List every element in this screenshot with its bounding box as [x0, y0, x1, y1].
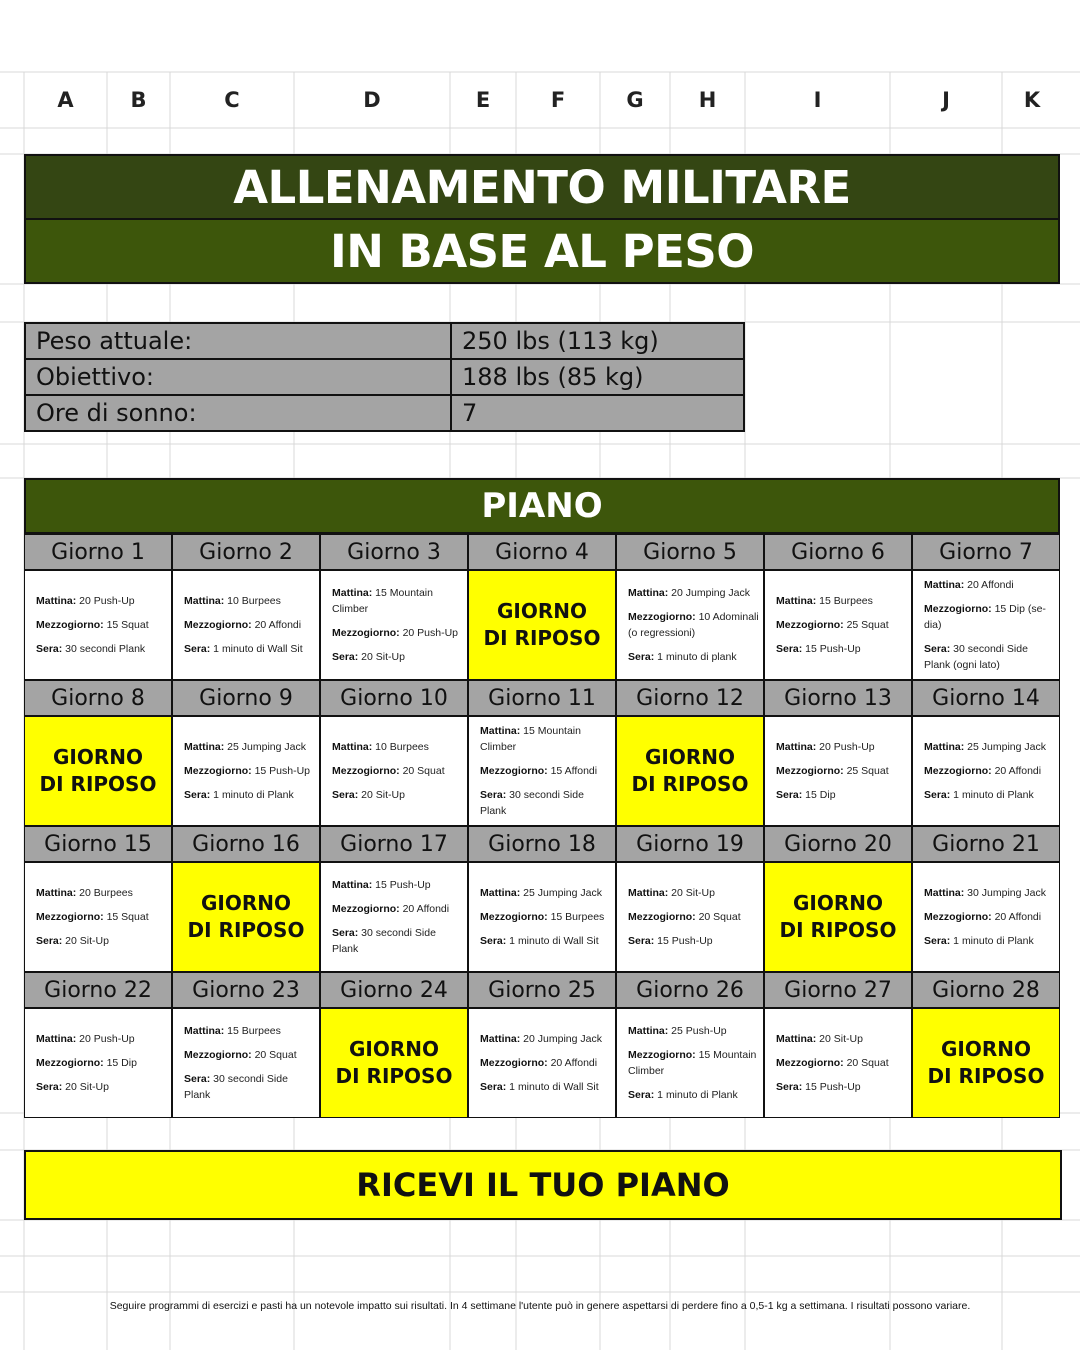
- time-of-day-label: Mattina:: [184, 1025, 225, 1037]
- exercise-line: [924, 641, 1056, 673]
- exercise-text: 20 Sit-Up: [816, 1033, 863, 1045]
- week-header-row: [24, 534, 1062, 570]
- exercise-line: [480, 763, 612, 779]
- time-of-day-label: Sera:: [924, 643, 951, 655]
- time-of-day-label: Sera:: [924, 935, 951, 947]
- info-row-sleep: [25, 395, 744, 431]
- exercise-text: 15 Squat: [103, 619, 149, 631]
- time-of-day-label: Mezzogiorno:: [924, 603, 992, 615]
- rest-day-cell[interactable]: [912, 1008, 1060, 1118]
- time-of-day-label: Mezzogiorno:: [628, 611, 696, 623]
- exercise-text: 15 Affondi: [547, 765, 598, 777]
- time-of-day-label: Mattina:: [36, 1033, 77, 1045]
- day-header[interactable]: Giorno 14: [912, 680, 1060, 716]
- day-header[interactable]: Giorno 5: [616, 534, 764, 570]
- exercise-text: 20 Push-Up: [399, 627, 459, 639]
- rest-day-label: GIORNO DI RIPOSO: [335, 1037, 453, 1088]
- rest-day-label: GIORNO DI RIPOSO: [187, 891, 305, 942]
- exercise-text: 30 Jumping Jack: [964, 887, 1046, 899]
- exercise-text: 20 Affondi: [964, 579, 1014, 591]
- exercise-line: [480, 933, 612, 949]
- day-header[interactable]: Giorno 4: [468, 534, 616, 570]
- day-header[interactable]: Giorno 6: [764, 534, 912, 570]
- exercise-text: 1 minuto di Plank: [654, 1089, 738, 1101]
- day-cell[interactable]: [764, 1008, 912, 1118]
- day-cell[interactable]: [616, 570, 764, 680]
- column-header-k[interactable]: K: [1023, 88, 1041, 112]
- exercise-line: [776, 1055, 908, 1071]
- time-of-day-label: Mattina:: [628, 587, 669, 599]
- time-of-day-label: Mattina:: [36, 595, 77, 607]
- day-cell[interactable]: [320, 570, 468, 680]
- exercise-text: 20 Push-Up: [76, 1033, 135, 1045]
- exercise-text: 20 Squat: [695, 911, 741, 923]
- day-cell[interactable]: [172, 716, 320, 826]
- time-of-day-label: Sera:: [332, 789, 359, 801]
- time-of-day-label: Mattina:: [776, 1033, 817, 1045]
- day-header[interactable]: Giorno 21: [912, 826, 1060, 862]
- time-of-day-label: Sera:: [332, 651, 359, 663]
- time-of-day-label: Sera:: [628, 935, 655, 947]
- exercise-text: 20 Sit-Up: [62, 1081, 109, 1093]
- time-of-day-label: Mattina:: [332, 741, 373, 753]
- exercise-line: [776, 787, 908, 803]
- exercise-line: [184, 1023, 316, 1039]
- day-cell[interactable]: [24, 570, 172, 680]
- time-of-day-label: Sera:: [332, 927, 359, 939]
- exercise-line: [332, 739, 464, 755]
- time-of-day-label: Sera:: [924, 789, 951, 801]
- exercise-text: 15 Burpees: [224, 1025, 281, 1037]
- time-of-day-label: Mezzogiorno:: [184, 1049, 252, 1061]
- info-table: [24, 322, 745, 432]
- day-cell[interactable]: [468, 862, 616, 972]
- time-of-day-label: Mezzogiorno:: [480, 765, 548, 777]
- exercise-line: [184, 617, 316, 633]
- time-of-day-label: Mezzogiorno:: [184, 619, 252, 631]
- time-of-day-label: Sera:: [776, 789, 803, 801]
- exercise-line: [628, 585, 760, 601]
- exercise-line: [36, 1055, 168, 1071]
- time-of-day-label: Sera:: [776, 643, 803, 655]
- exercise-line: [184, 787, 316, 803]
- exercise-line: [332, 625, 464, 641]
- day-header[interactable]: Giorno 18: [468, 826, 616, 862]
- day-header[interactable]: Giorno 16: [172, 826, 320, 862]
- time-of-day-label: Mezzogiorno:: [776, 619, 844, 631]
- exercise-line: [776, 763, 908, 779]
- exercise-text: 20 Push-Up: [816, 741, 875, 753]
- time-of-day-label: Mattina:: [924, 887, 965, 899]
- time-of-day-label: Mezzogiorno:: [332, 627, 400, 639]
- time-of-day-label: Mattina:: [628, 887, 669, 899]
- rest-day-label: GIORNO DI RIPOSO: [631, 745, 749, 796]
- exercise-text: 15 Push-Up: [251, 765, 311, 777]
- exercise-text: 1 minuto di Plank: [950, 935, 1034, 947]
- exercise-line: [332, 763, 464, 779]
- plan-header: PIANO: [24, 478, 1060, 534]
- exercise-line: [480, 909, 612, 925]
- time-of-day-label: Mattina:: [332, 879, 373, 891]
- time-of-day-label: Mattina:: [776, 595, 817, 607]
- rest-day-label: GIORNO DI RIPOSO: [39, 745, 157, 796]
- exercise-text: 15 Mountain Climber: [332, 587, 433, 615]
- time-of-day-label: Mattina:: [480, 725, 521, 737]
- exercise-text: 1 minuto di Plank: [950, 789, 1034, 801]
- exercise-line: [480, 1031, 612, 1047]
- exercise-text: 15 Mountain Climber: [628, 1049, 757, 1077]
- day-cell[interactable]: [172, 1008, 320, 1118]
- exercise-text: 20 Sit-Up: [358, 651, 405, 663]
- time-of-day-label: Sera:: [480, 789, 507, 801]
- info-value[interactable]: 7: [451, 395, 744, 431]
- exercise-text: 25 Squat: [843, 619, 889, 631]
- time-of-day-label: Mattina:: [776, 741, 817, 753]
- time-of-day-label: Mattina:: [924, 579, 965, 591]
- exercise-text: 10 Adominali (o regressioni): [628, 611, 759, 639]
- exercise-text: 15 Squat: [103, 911, 149, 923]
- day-cell[interactable]: [912, 716, 1060, 826]
- column-header-g[interactable]: G: [626, 88, 644, 112]
- exercise-line: [628, 909, 760, 925]
- time-of-day-label: Mattina:: [36, 887, 77, 899]
- day-header[interactable]: Giorno 11: [468, 680, 616, 716]
- time-of-day-label: Mezzogiorno:: [36, 1057, 104, 1069]
- exercise-text: 15 Mountain Climber: [480, 725, 581, 753]
- exercise-text: 25 Squat: [843, 765, 889, 777]
- day-header[interactable]: Giorno 12: [616, 680, 764, 716]
- exercise-text: 1 minuto di Wall Sit: [210, 643, 303, 655]
- disclaimer-text: Seguire programmi di esercizi e pasti ha un notevole impatto sui risultati. In 4 settimane l'utente può in genere aspettarsi di perdere fino a 0,5-1 kg a settimana. I risultati possono variare.: [109, 1300, 971, 1312]
- exercise-line: [332, 787, 464, 803]
- time-of-day-label: Sera:: [36, 643, 63, 655]
- exercise-text: 20 Affondi: [399, 903, 450, 915]
- rest-day-label: GIORNO DI RIPOSO: [483, 599, 601, 650]
- info-row-weight: [25, 323, 744, 359]
- time-of-day-label: Sera:: [480, 935, 507, 947]
- exercise-text: 20 Jumping Jack: [520, 1033, 602, 1045]
- time-of-day-label: Sera:: [184, 789, 211, 801]
- day-header[interactable]: Giorno 15: [24, 826, 172, 862]
- exercise-text: 20 Affondi: [991, 765, 1042, 777]
- day-header[interactable]: Giorno 1: [24, 534, 172, 570]
- column-header-c[interactable]: C: [224, 88, 240, 112]
- exercise-line: [480, 885, 612, 901]
- time-of-day-label: Mattina:: [184, 741, 225, 753]
- exercise-line: [36, 641, 168, 657]
- day-header[interactable]: Giorno 20: [764, 826, 912, 862]
- week-content-row: [24, 716, 1062, 826]
- exercise-line: [332, 901, 464, 917]
- day-cell[interactable]: [320, 862, 468, 972]
- exercise-text: 15 Burpees: [547, 911, 605, 923]
- exercise-line: [924, 885, 1056, 901]
- exercise-line: [924, 933, 1056, 949]
- exercise-line: [36, 1079, 168, 1095]
- exercise-line: [628, 885, 760, 901]
- time-of-day-label: Sera:: [184, 1073, 211, 1085]
- exercise-line: [628, 649, 760, 665]
- rest-day-cell[interactable]: [616, 716, 764, 826]
- exercise-line: [36, 617, 168, 633]
- rest-day-cell[interactable]: [24, 716, 172, 826]
- exercise-line: [36, 593, 168, 609]
- time-of-day-label: Mezzogiorno:: [776, 1057, 844, 1069]
- exercise-text: 1 minuto di Wall Sit: [506, 935, 599, 947]
- exercise-line: [184, 763, 316, 779]
- exercise-text: 25 Jumping Jack: [224, 741, 306, 753]
- column-header-b[interactable]: B: [130, 88, 147, 112]
- day-header[interactable]: Giorno 2: [172, 534, 320, 570]
- week-content-row: [24, 570, 1062, 680]
- exercise-line: [184, 739, 316, 755]
- exercise-line: [332, 585, 464, 617]
- week-header-row: [24, 826, 1062, 862]
- exercise-line: [776, 641, 908, 657]
- exercise-line: [36, 885, 168, 901]
- day-cell[interactable]: [468, 716, 616, 826]
- rest-day-cell[interactable]: [320, 1008, 468, 1118]
- info-label[interactable]: Peso attuale:: [25, 323, 451, 359]
- day-cell[interactable]: [912, 570, 1060, 680]
- day-header[interactable]: Giorno 22: [24, 972, 172, 1008]
- day-header[interactable]: Giorno 26: [616, 972, 764, 1008]
- day-header[interactable]: Giorno 3: [320, 534, 468, 570]
- exercise-line: [776, 739, 908, 755]
- day-header[interactable]: Giorno 13: [764, 680, 912, 716]
- page-title-line2: IN BASE AL PESO: [24, 218, 1060, 284]
- exercise-text: 1 minuto di Plank: [210, 789, 294, 801]
- exercise-text: 20 Squat: [399, 765, 445, 777]
- exercise-text: 15 Dip (se-dia): [924, 603, 1046, 631]
- exercise-text: 20 Sit-Up: [62, 935, 109, 947]
- exercise-text: 30 secondi Side Plank (ogni lato): [924, 643, 1028, 671]
- day-cell[interactable]: [616, 862, 764, 972]
- time-of-day-label: Mattina:: [332, 587, 373, 599]
- exercise-line: [480, 787, 612, 819]
- day-header[interactable]: Giorno 19: [616, 826, 764, 862]
- exercise-text: 15 Burpees: [816, 595, 873, 607]
- exercise-text: 30 secondi Side Plank: [332, 927, 436, 955]
- exercise-line: [924, 763, 1056, 779]
- exercise-line: [36, 909, 168, 925]
- time-of-day-label: Mezzogiorno:: [924, 765, 992, 777]
- rest-day-cell[interactable]: [172, 862, 320, 972]
- day-cell[interactable]: [764, 570, 912, 680]
- day-cell[interactable]: [912, 862, 1060, 972]
- exercise-line: [776, 1079, 908, 1095]
- exercise-line: [924, 739, 1056, 755]
- day-header[interactable]: Giorno 27: [764, 972, 912, 1008]
- exercise-line: [480, 1055, 612, 1071]
- time-of-day-label: Sera:: [628, 1089, 655, 1101]
- time-of-day-label: Mezzogiorno:: [480, 1057, 548, 1069]
- time-of-day-label: Mezzogiorno:: [332, 903, 400, 915]
- info-value[interactable]: 188 lbs (85 kg): [451, 359, 744, 395]
- time-of-day-label: Mezzogiorno:: [628, 1049, 696, 1061]
- info-row-goal: [25, 359, 744, 395]
- rest-day-cell[interactable]: [468, 570, 616, 680]
- exercise-text: 1 minuto di plank: [654, 651, 737, 663]
- column-header-i[interactable]: I: [813, 88, 822, 112]
- page-title-line1: ALLENAMENTO MILITARE: [24, 154, 1060, 220]
- info-label[interactable]: Ore di sonno:: [25, 395, 451, 431]
- plan-calendar: [24, 534, 1062, 1118]
- exercise-text: 20 Squat: [843, 1057, 889, 1069]
- column-header-j[interactable]: J: [942, 88, 950, 112]
- time-of-day-label: Mezzogiorno:: [628, 911, 696, 923]
- day-cell[interactable]: [616, 1008, 764, 1118]
- exercise-line: [924, 909, 1056, 925]
- week-header-row: [24, 972, 1062, 1008]
- day-cell[interactable]: [764, 716, 912, 826]
- exercise-text: 15 Push-Up: [654, 935, 713, 947]
- exercise-text: 20 Burpees: [76, 887, 133, 899]
- time-of-day-label: Mezzogiorno:: [36, 911, 104, 923]
- exercise-text: 15 Push-Up: [802, 643, 861, 655]
- column-header-d[interactable]: D: [363, 88, 381, 112]
- rest-day-label: GIORNO DI RIPOSO: [927, 1037, 1045, 1088]
- time-of-day-label: Mezzogiorno:: [480, 911, 548, 923]
- time-of-day-label: Mattina:: [480, 1033, 521, 1045]
- column-header-a[interactable]: A: [57, 88, 74, 112]
- exercise-line: [480, 1079, 612, 1095]
- day-cell[interactable]: [320, 716, 468, 826]
- exercise-line: [480, 723, 612, 755]
- exercise-text: 30 secondi Plank: [62, 643, 146, 655]
- day-header[interactable]: Giorno 17: [320, 826, 468, 862]
- time-of-day-label: Mattina:: [628, 1025, 669, 1037]
- rest-day-cell[interactable]: [764, 862, 912, 972]
- exercise-text: 15 Push-Up: [802, 1081, 861, 1093]
- exercise-text: 15 Dip: [802, 789, 836, 801]
- day-cell[interactable]: [172, 570, 320, 680]
- exercise-text: 20 Jumping Jack: [668, 587, 750, 599]
- exercise-text: 30 secondi Side Plank: [184, 1073, 288, 1101]
- exercise-line: [332, 649, 464, 665]
- exercise-line: [776, 617, 908, 633]
- time-of-day-label: Sera:: [628, 651, 655, 663]
- exercise-line: [184, 1071, 316, 1103]
- exercise-line: [924, 601, 1056, 633]
- week-content-row: [24, 862, 1062, 972]
- exercise-line: [184, 641, 316, 657]
- time-of-day-label: Mattina:: [924, 741, 965, 753]
- exercise-line: [924, 577, 1056, 593]
- exercise-line: [332, 925, 464, 957]
- exercise-line: [36, 933, 168, 949]
- day-header[interactable]: Giorno 28: [912, 972, 1060, 1008]
- info-value[interactable]: 250 lbs (113 kg): [451, 323, 744, 359]
- day-header[interactable]: Giorno 7: [912, 534, 1060, 570]
- exercise-text: 1 minuto di Wall Sit: [506, 1081, 599, 1093]
- exercise-line: [776, 593, 908, 609]
- time-of-day-label: Sera:: [36, 1081, 63, 1093]
- day-cell[interactable]: [468, 1008, 616, 1118]
- exercise-line: [184, 593, 316, 609]
- exercise-line: [628, 1023, 760, 1039]
- week-content-row: [24, 1008, 1062, 1118]
- week-header-row: [24, 680, 1062, 716]
- exercise-line: [628, 1087, 760, 1103]
- time-of-day-label: Sera:: [776, 1081, 803, 1093]
- time-of-day-label: Sera:: [480, 1081, 507, 1093]
- exercise-text: 20 Affondi: [547, 1057, 598, 1069]
- time-of-day-label: Sera:: [36, 935, 63, 947]
- exercise-text: 15 Dip: [103, 1057, 137, 1069]
- rest-day-label: GIORNO DI RIPOSO: [779, 891, 897, 942]
- exercise-text: 15 Push-Up: [372, 879, 431, 891]
- time-of-day-label: Mezzogiorno:: [184, 765, 252, 777]
- exercise-line: [36, 1031, 168, 1047]
- day-header[interactable]: Giorno 23: [172, 972, 320, 1008]
- exercise-text: 25 Push-Up: [668, 1025, 727, 1037]
- exercise-line: [924, 787, 1056, 803]
- day-header[interactable]: Giorno 10: [320, 680, 468, 716]
- exercise-text: 10 Burpees: [224, 595, 281, 607]
- time-of-day-label: Mezzogiorno:: [332, 765, 400, 777]
- exercise-text: 20 Squat: [251, 1049, 297, 1061]
- exercise-text: 30 secondi Side Plank: [480, 789, 584, 817]
- day-header[interactable]: Giorno 9: [172, 680, 320, 716]
- time-of-day-label: Mezzogiorno:: [924, 911, 992, 923]
- day-cell[interactable]: [24, 862, 172, 972]
- exercise-text: 20 Affondi: [251, 619, 302, 631]
- exercise-line: [628, 933, 760, 949]
- column-header-f[interactable]: F: [550, 88, 566, 112]
- column-header-e[interactable]: E: [475, 88, 491, 112]
- exercise-text: 25 Jumping Jack: [964, 741, 1046, 753]
- day-header[interactable]: Giorno 24: [320, 972, 468, 1008]
- time-of-day-label: Mattina:: [184, 595, 225, 607]
- exercise-text: 10 Burpees: [372, 741, 429, 753]
- day-header[interactable]: Giorno 25: [468, 972, 616, 1008]
- exercise-text: 20 Sit-Up: [668, 887, 715, 899]
- exercise-line: [332, 877, 464, 893]
- exercise-text: 20 Push-Up: [76, 595, 135, 607]
- column-header-h[interactable]: H: [698, 88, 717, 112]
- day-cell[interactable]: [24, 1008, 172, 1118]
- exercise-line: [776, 1031, 908, 1047]
- time-of-day-label: Mezzogiorno:: [36, 619, 104, 631]
- exercise-text: 25 Jumping Jack: [520, 887, 602, 899]
- info-label[interactable]: Obiettivo:: [25, 359, 451, 395]
- exercise-text: 20 Affondi: [991, 911, 1042, 923]
- exercise-text: 20 Sit-Up: [358, 789, 405, 801]
- exercise-line: [628, 609, 760, 641]
- get-plan-button[interactable]: RICEVI IL TUO PIANO: [24, 1150, 1062, 1220]
- exercise-line: [628, 1047, 760, 1079]
- time-of-day-label: Mattina:: [480, 887, 521, 899]
- time-of-day-label: Mezzogiorno:: [776, 765, 844, 777]
- exercise-line: [184, 1047, 316, 1063]
- day-header[interactable]: Giorno 8: [24, 680, 172, 716]
- time-of-day-label: Sera:: [184, 643, 211, 655]
